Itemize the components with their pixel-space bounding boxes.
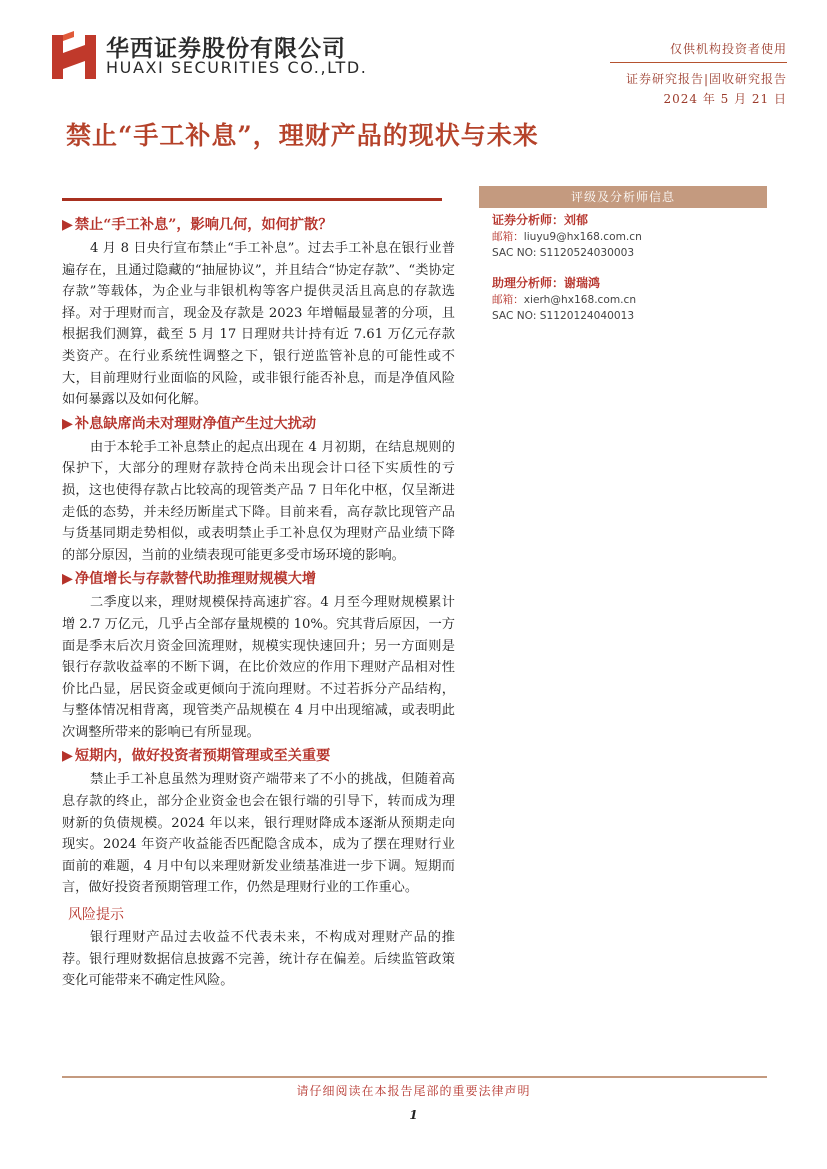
triangle-bullet-icon: ▶ xyxy=(62,748,73,765)
analyst-box-title: 评级及分析师信息 xyxy=(479,186,767,208)
email-label: 邮箱： xyxy=(492,231,524,243)
analyst-email-line xyxy=(492,229,772,245)
company-name-cn: 华西证券股份有限公司 xyxy=(106,36,346,62)
section-heading: ▶ 禁止“手工补息”，影响几何，如何扩散？ xyxy=(62,217,333,233)
report-title: 禁止“手工补息”，理财产品的现状与未来 xyxy=(66,121,539,150)
analyst-sac-line xyxy=(492,245,772,261)
report-type: 证券研究报告|固收研究报告 xyxy=(625,72,787,86)
analyst-info xyxy=(492,212,772,324)
sac-label: SAC NO: xyxy=(492,247,540,259)
company-name-en: HUAXI SECURITIES CO.,LTD. xyxy=(106,58,368,77)
section-heading: ▶ 短期内，做好投资者预期管理或至关重要 xyxy=(62,748,331,765)
section-paragraph: 禁止手工补息虽然为理财资产端带来了不小的挑战，但随着高息存款的终止，部分企业资金也会在银行端的引导下，转而成为理财新的负债规模。2024 年以来，银行理财降成本逐渐从预期走向现实。2024 年资产收益能否匹配隐含成本，成为了摆在理财行业面前的难题，4 月中旬以来理财新发业绩基准进一步下调。短期而言，做好投资者预期管理工作，仍然是理财行业的工作重心。 xyxy=(62,772,455,896)
section-paragraph: 4 月 8 日央行宣布禁止“手工补息”。过去手工补息在银行业普遍存在，且通过隐藏的“抽屉协议”，并且结合“协定存款”、“类协定存款”等载体，为企业与非银机构等客户提供灵活且高息的存款选择。对于理财而言，现金及存款是 2023 年增幅最显著的分项，且根据我们测算，截至 5 月 17 日理财共计持有近 7.61 万亿元存款类资产。在行业系统性调整之下，银行逆监管补息的可能性或不大，目前理财行业面临的风险，或非银行能否补息，而是净值风险如何暴露以及如何化解。 xyxy=(62,241,455,408)
page-number: 1 xyxy=(409,1108,418,1122)
analyst-sac-line xyxy=(492,308,772,324)
huaxi-logo-icon xyxy=(52,31,96,79)
triangle-bullet-icon: ▶ xyxy=(62,415,73,432)
sac-label: SAC NO: xyxy=(492,310,540,322)
report-date: 2024 年 5 月 21 日 xyxy=(663,92,787,106)
section-paragraph: 二季度以来，理财规模保持高速扩容。4 月至今理财规模累计增 2.7 万亿元，几乎占全部存量规模的 10%。究其背后原因，一方面是季末后次月资金回流理财，规模实现快速回升；另一方面则是银行存款收益率的不断下调，在比价效应的作用下理财产品相对性价比凸显，居民资金或更倾向于流向理财。不过若拆分产品结构，与整体情况相背离，现管类产品规模在 4 月中出现缩减，或表明此次调整所带来的影响已有所显现。 xyxy=(62,595,455,740)
analyst-email-line xyxy=(492,292,772,308)
audience-note: 仅供机构投资者使用 xyxy=(669,42,787,56)
sac-number: S1120124040013 xyxy=(539,310,635,322)
sac-number: S1120524030003 xyxy=(539,247,635,259)
footer-rule xyxy=(62,1076,767,1078)
analyst-role: 证券分析师：刘郁 xyxy=(492,213,589,227)
email-label: 邮箱： xyxy=(492,294,524,306)
triangle-bullet-icon: ▶ xyxy=(62,571,73,588)
triangle-bullet-icon: ▶ xyxy=(62,217,73,233)
summary-column xyxy=(62,214,455,994)
section-heading: ▶ 补息缺席尚未对理财净值产生过大扰动 xyxy=(62,415,317,432)
footer-disclaimer: 请仔细阅读在本报告尾部的重要法律声明 xyxy=(296,1084,531,1098)
analyst-email-link[interactable]: liuyu9@hx168.com.cn xyxy=(523,231,642,243)
risk-heading: 风险提示 xyxy=(68,907,124,924)
header-divider xyxy=(610,62,787,63)
analyst-role: 助理分析师：谢瑞鸿 xyxy=(492,276,601,290)
section-heading: ▶ 净值增长与存款替代助推理财规模大增 xyxy=(62,571,317,588)
analyst-email-link[interactable]: xierh@hx168.com.cn xyxy=(523,294,637,306)
risk-paragraph: 银行理财产品过去收益不代表未来，不构成对理财产品的推荐。银行理财数据信息披露不完善，统计存在偏差。后续监管政策变化可能带来不确定性风险。 xyxy=(62,930,455,989)
section-paragraph: 由于本轮手工补息禁止的起点出现在 4 月初期，在结息规则的保护下，大部分的理财存款持仓尚未出现会计口径下实质性的亏损，这也使得存款占比较高的现管类产品 7 日年化中枢，仅呈渐进走低的态势，并未经历断崖式下降。目前来看，高存款比现管产品与货基同期走势相似，或表明禁止手工补息仅为理财产品业绩下降的部分原因，当前的业绩表现可能更多受市场环境的影响。 xyxy=(62,439,455,563)
left-column-rule xyxy=(62,198,442,201)
